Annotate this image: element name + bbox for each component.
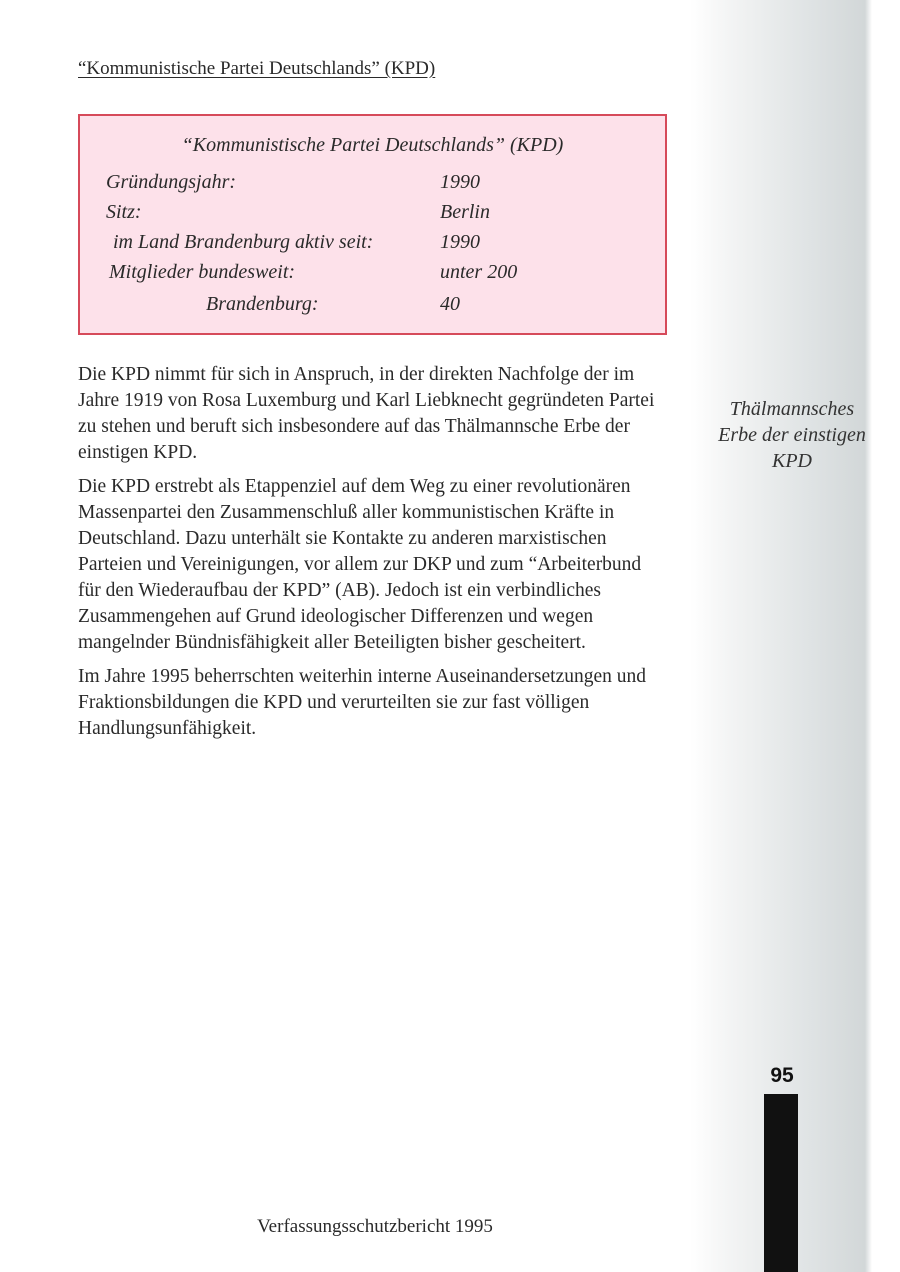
info-label: Mitglieder bundesweit: xyxy=(109,261,296,283)
running-header: “Kommunistische Partei Deutschlands” (KPD) xyxy=(78,58,436,79)
info-value: Berlin xyxy=(440,201,490,223)
info-row-members-federal xyxy=(80,261,665,289)
info-label: Gründungsjahr: xyxy=(106,171,237,193)
body-text xyxy=(78,362,668,750)
margin-note: Thälmannsches Erbe der einstigen KPD xyxy=(718,398,866,472)
info-row-founding-year xyxy=(80,171,665,199)
info-value: 1990 xyxy=(440,171,480,193)
paragraph: Die KPD erstrebt als Etappenziel auf dem Weg zu einer revolutionären Massenpartei den Zusammenschluß aller kommunistischen Kräfte in Deutschland. Dazu unterhält sie Kontakte zu anderen marxistischen Parteien und Vereinigungen, vor allem zur DKP und zum “Arbeiterbund für den Wiederaufbau der KPD” (AB). Jedoch ist ein verbindliches Zusammengehen auf Grund ideologischer Differenzen und wegen mangelnder Bündnisfähigkeit aller Beteiligten bisher gescheitert. xyxy=(78,476,642,653)
page-footer: Verfassungsschutzbericht 1995 xyxy=(257,1216,493,1237)
info-label: im Land Brandenburg aktiv seit: xyxy=(113,231,374,253)
info-row-seat xyxy=(80,201,665,229)
info-label: Brandenburg: xyxy=(206,293,319,315)
info-value: unter 200 xyxy=(440,261,518,283)
info-value: 1990 xyxy=(440,231,480,253)
info-label: Sitz: xyxy=(106,201,142,223)
info-row-active-since xyxy=(80,231,665,259)
page-number: 95 xyxy=(770,1064,794,1087)
thumb-index-bar xyxy=(764,1094,798,1272)
paragraph: Im Jahre 1995 beherrschten weiterhin interne Auseinandersetzungen und Fraktionsbildungen die KPD und verurteilten sie zur fast völligen Handlungsunfähigkeit. xyxy=(78,666,647,739)
info-row-members-brandenburg xyxy=(80,293,665,321)
party-info-box xyxy=(78,114,667,335)
info-value: 40 xyxy=(440,293,460,315)
info-box-title: “Kommunistische Partei Deutschlands” (KPD) xyxy=(181,134,564,156)
paragraph: Die KPD nimmt für sich in Anspruch, in der direkten Nachfolge der im Jahre 1919 von Rosa Luxemburg und Karl Liebknecht gegründeten Partei zu stehen und beruft sich insbesondere auf das Thälmannsche Erbe der einstigen KPD. xyxy=(78,364,655,463)
